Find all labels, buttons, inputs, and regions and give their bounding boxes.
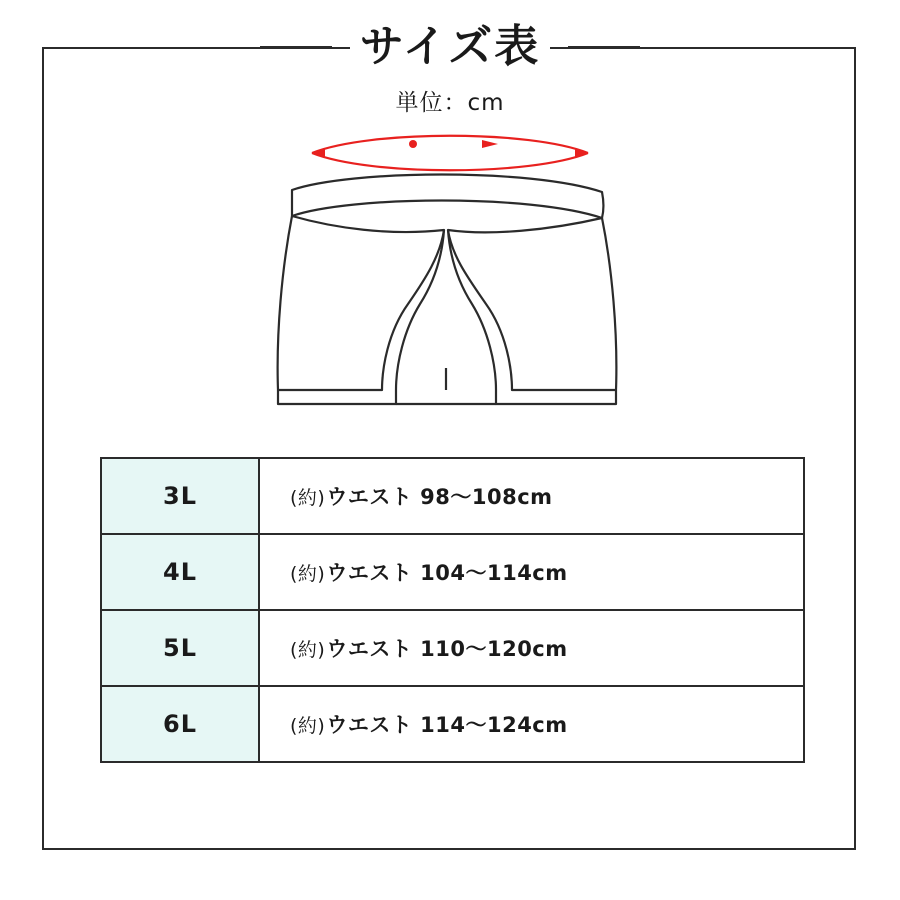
measurement-cell — [260, 459, 803, 533]
measurement-text: ウエスト 104〜114cm — [326, 561, 568, 585]
measurement-cell — [260, 611, 803, 685]
table-row — [102, 459, 803, 535]
size-label: 3L — [102, 459, 260, 533]
unit-note: 単位：cm — [395, 90, 505, 116]
approx-prefix: (約) — [290, 714, 326, 737]
table-row — [102, 611, 803, 687]
page-title: サイズ表 — [350, 25, 550, 69]
measurement-text: ウエスト 98〜108cm — [326, 485, 553, 509]
boxer-shorts-outline — [278, 175, 617, 405]
measurement-text: ウエスト 114〜124cm — [326, 713, 568, 737]
size-label: 6L — [102, 687, 260, 761]
measurement-cell — [260, 535, 803, 609]
table-row — [102, 535, 803, 611]
measurement-text: ウエスト 110〜120cm — [326, 637, 568, 661]
size-table — [100, 457, 805, 763]
approx-prefix: (約) — [290, 562, 326, 585]
waist-arrow-icon — [312, 136, 588, 171]
size-label: 5L — [102, 611, 260, 685]
title-bar — [0, 16, 900, 78]
size-label: 4L — [102, 535, 260, 609]
arrow-head-left — [482, 140, 498, 148]
arrow-dot — [409, 140, 417, 148]
title-rule-left — [260, 46, 332, 49]
table-row — [102, 687, 803, 763]
product-diagram — [230, 118, 670, 423]
approx-prefix: (約) — [290, 486, 326, 509]
approx-prefix: (約) — [290, 638, 326, 661]
title-rule-right — [568, 46, 640, 49]
measurement-cell — [260, 687, 803, 761]
